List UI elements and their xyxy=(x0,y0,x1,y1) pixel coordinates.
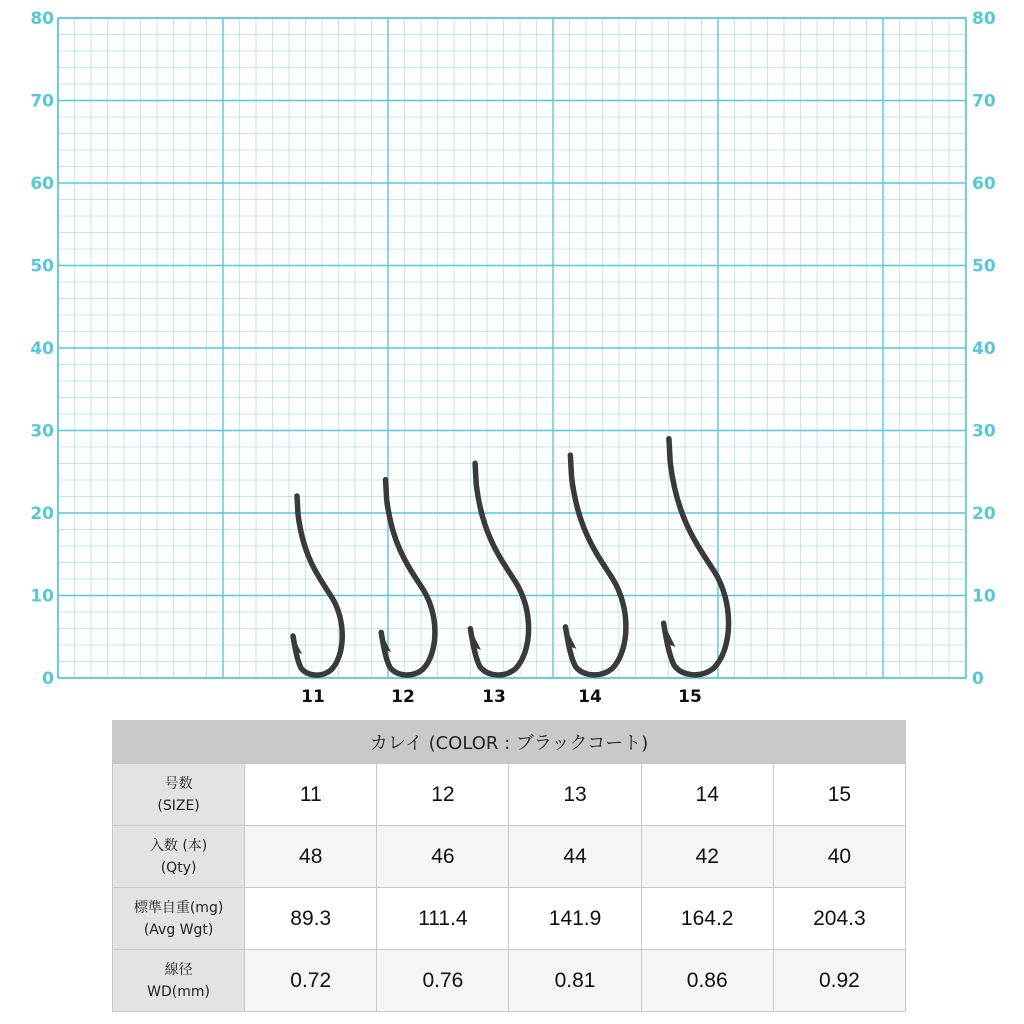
row-label-jp: 号数 xyxy=(164,775,193,792)
hook-size-label: 14 xyxy=(578,687,602,707)
table-row-wire-diameter xyxy=(113,950,906,1012)
row-label-en: (Qty) xyxy=(160,859,197,876)
table-cell: 14 xyxy=(641,764,773,826)
table-row-size xyxy=(113,764,906,826)
table-cell: 0.86 xyxy=(641,950,773,1012)
y-tick-label-left: 40 xyxy=(30,339,54,359)
table-cell: 0.92 xyxy=(773,950,905,1012)
y-tick-label-left: 20 xyxy=(30,504,54,524)
fish-hook-icon xyxy=(664,439,729,675)
row-header-size xyxy=(113,764,245,826)
y-tick-label-right: 80 xyxy=(972,9,996,29)
y-tick-label-left: 60 xyxy=(30,174,54,194)
table-cell: 11 xyxy=(245,764,377,826)
table-title: カレイ (COLOR : ブラックコート) xyxy=(113,721,906,764)
table-cell: 48 xyxy=(245,826,377,888)
y-tick-label-left: 50 xyxy=(30,256,54,277)
hook-shank xyxy=(381,480,435,675)
row-label-en: (SIZE) xyxy=(157,797,200,814)
hook-size-label: 13 xyxy=(482,687,506,707)
table-cell: 141.9 xyxy=(509,888,641,950)
y-tick-label-right: 20 xyxy=(972,504,996,524)
fish-hook-icon xyxy=(381,480,435,675)
row-header-wire-diameter xyxy=(113,950,245,1012)
table-cell: 15 xyxy=(773,764,905,826)
hook-shank xyxy=(565,455,625,675)
row-header-qty xyxy=(113,826,245,888)
table-cell: 204.3 xyxy=(773,888,905,950)
table-cell: 111.4 xyxy=(377,888,509,950)
y-tick-label-left: 10 xyxy=(30,586,54,607)
table-cell: 12 xyxy=(377,764,509,826)
table-cell: 42 xyxy=(641,826,773,888)
y-tick-label-right: 10 xyxy=(972,586,996,607)
table-cell: 164.2 xyxy=(641,888,773,950)
row-label-jp: 線径 xyxy=(164,961,193,978)
y-tick-label-right: 30 xyxy=(972,421,996,442)
table-title-row xyxy=(113,721,906,764)
row-label-en: WD(mm) xyxy=(147,983,210,1000)
row-label-jp: 標準自重(mg) xyxy=(133,899,224,916)
spec-table xyxy=(112,720,906,1012)
hook-shank xyxy=(293,496,342,675)
table-row-qty xyxy=(113,826,906,888)
table-cell: 89.3 xyxy=(245,888,377,950)
y-tick-label-left: 70 xyxy=(30,91,54,112)
table-cell: 40 xyxy=(773,826,905,888)
table-cell: 0.81 xyxy=(509,950,641,1012)
y-tick-label-right: 40 xyxy=(972,339,996,359)
table-cell: 0.76 xyxy=(377,950,509,1012)
row-label-jp: 入数 (本) xyxy=(149,837,208,854)
y-tick-label-right: 0 xyxy=(972,669,984,689)
table-row-weight xyxy=(113,888,906,950)
y-tick-label-left: 80 xyxy=(30,9,54,29)
table-cell: 46 xyxy=(377,826,509,888)
table-cell: 44 xyxy=(509,826,641,888)
y-tick-label-right: 70 xyxy=(972,91,996,112)
hook-size-label: 12 xyxy=(391,687,415,707)
y-tick-label-left: 0 xyxy=(42,669,54,689)
hook-shank xyxy=(664,439,729,675)
table-cell: 13 xyxy=(509,764,641,826)
row-header-weight xyxy=(113,888,245,950)
row-label-en: (Avg Wgt) xyxy=(143,921,214,938)
y-tick-label-left: 30 xyxy=(30,421,54,442)
hook-size-label: 15 xyxy=(678,687,702,707)
fish-hook-icon xyxy=(565,455,625,675)
table-cell: 0.72 xyxy=(245,950,377,1012)
fish-hook-icon xyxy=(293,496,342,675)
y-tick-label-right: 60 xyxy=(972,174,996,194)
y-tick-label-right: 50 xyxy=(972,256,996,277)
hook-size-label: 11 xyxy=(301,687,325,707)
